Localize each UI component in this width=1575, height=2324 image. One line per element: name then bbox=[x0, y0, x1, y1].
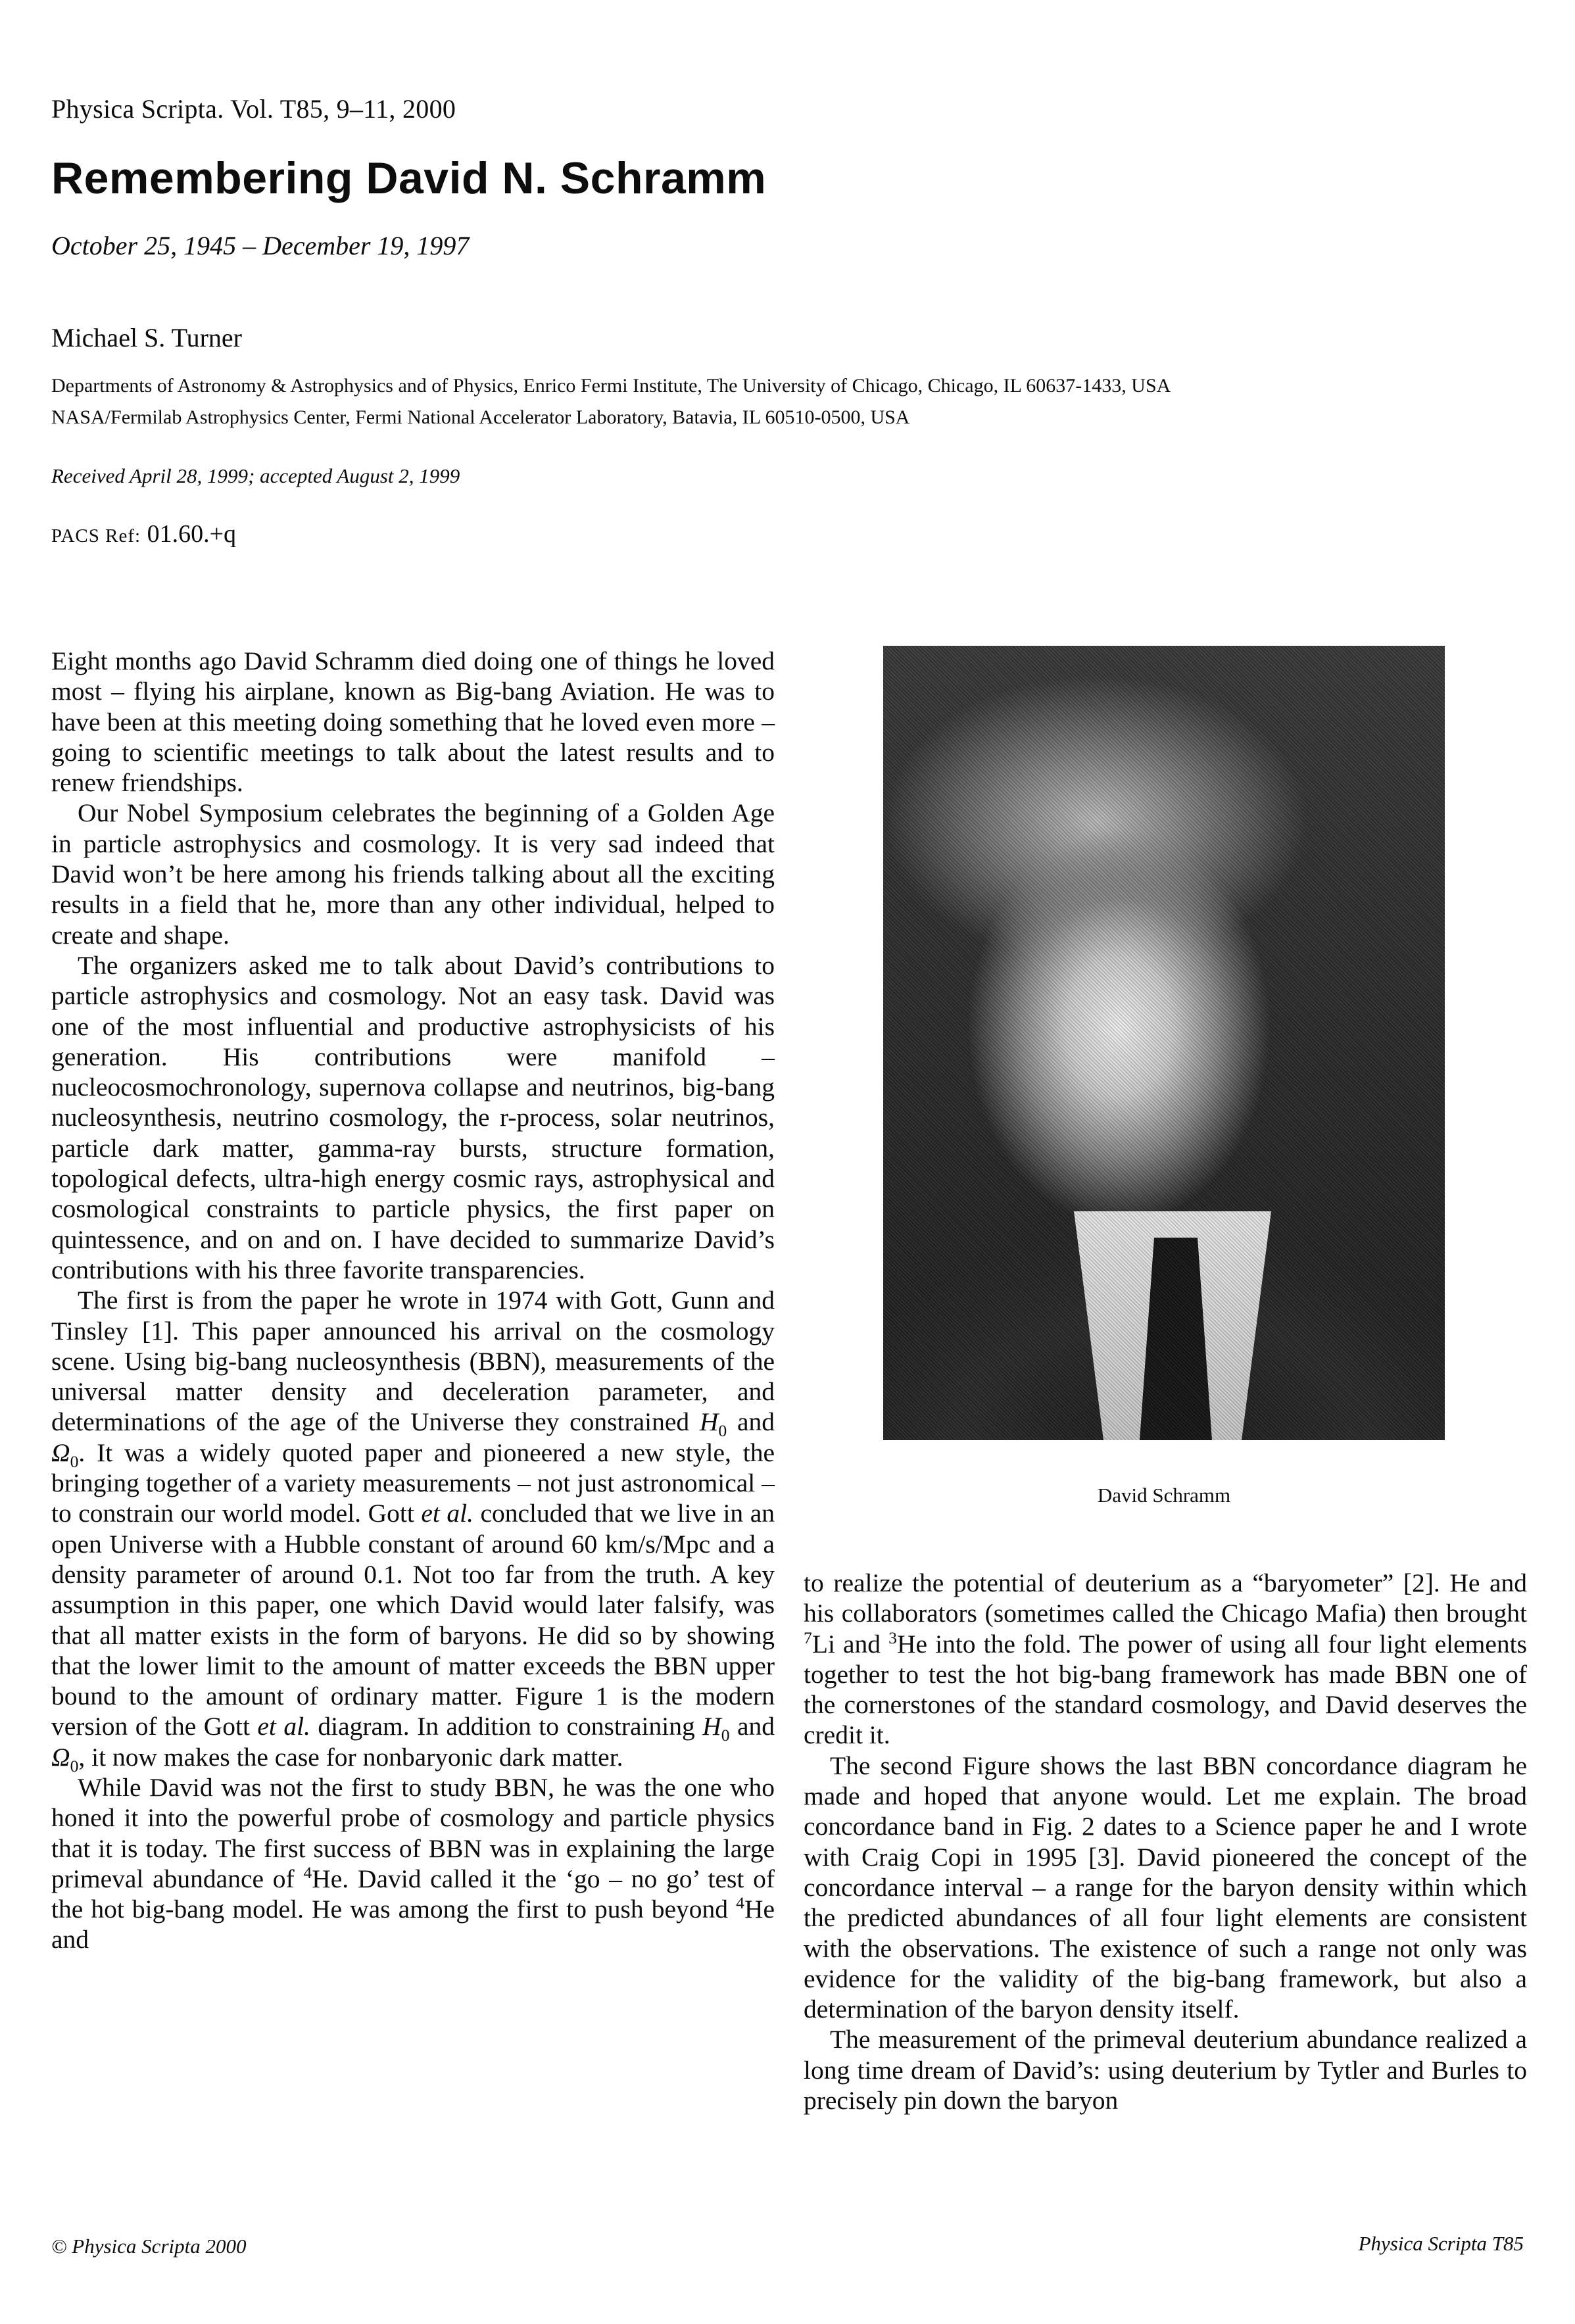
footer-journal: Physica Scripta T85 bbox=[1358, 2232, 1524, 2255]
paragraph: The measurement of the primeval deuterium abundance realized a long time dream of David’s: using deuterium by Tytler and Burles to precisely pin down the baryon bbox=[804, 2025, 1527, 2116]
life-dates: October 25, 1945 – December 19, 1997 bbox=[51, 231, 470, 260]
pacs-value: 01.60.+q bbox=[147, 520, 236, 548]
footer-copyright: © Physica Scripta 2000 bbox=[51, 2235, 247, 2258]
paragraph: to realize the potential of deuterium as a “baryometer” [2]. He and his collaborators (sometimes called the Chicago Mafia) then brought $^7$Li and $^3$He into the fold. The power of using all four light elements together to test the hot big-bang framework has made BBN one of the cornerstones of the standard cosmology, and David deserves the credit it. bbox=[804, 1568, 1527, 1750]
necktie-shape bbox=[1140, 1238, 1212, 1440]
journal-citation: Physica Scripta. Vol. T85, 9–11, 2000 bbox=[51, 94, 456, 124]
affiliation-fermilab: NASA/Fermilab Astrophysics Center, Fermi National Accelerator Laboratory, Batavia, IL 60510-0500, USA bbox=[51, 406, 910, 428]
body-column-left bbox=[51, 646, 775, 1955]
pacs-reference bbox=[51, 520, 236, 548]
affiliation-chicago: Departments of Astronomy & Astrophysics and of Physics, Enrico Fermi Institute, The University of Chicago, Chicago, IL 60637-1433, USA bbox=[51, 375, 1171, 397]
paragraph: The second Figure shows the last BBN concordance diagram he made and hoped that anyone would. Let me explain. The broad concordance band in Fig. 2 dates to a Science paper he and I wrote with Craig Copi in 1995 [3]. David pioneered the concept of the concordance interval – a range for the baryon density within which the predicted abundances of all four light elements are consistent with the observations. The existence of such a range not only was evidence for the validity of the big-bang framework, but also a determination of the baryon density itself. bbox=[804, 1751, 1527, 2024]
article-title: Remembering David N. Schramm bbox=[51, 153, 767, 203]
paragraph: The first is from the paper he wrote in 1974 with Gott, Gunn and Tinsley [1]. This paper announced his arrival on the cosmology scene. Using big-bang nucleosynthesis (BBN), measurements of the universal matter density and deceleration parameter, and determinations of the age of the Universe they constrained $H_0$ and $\Omega_0$. It was a widely quoted paper and pioneered a new style, the bringing together of a variety measurements – not just astronomical – to constrain our world model. Gott et al. concluded that we live in an open Universe with a Hubble constant of around 60 km/s/Mpc and a density parameter of around 0.1. Not too far from the truth. A key assumption in this paper, one which David would later falsify, was that all matter exists in the form of baryons. He did so by showing that the lower limit to the amount of matter exceeds the BBN upper bound to the amount of ordinary matter. Figure 1 is the modern version of the Gott et al. diagram. In addition to constraining $H_0$ and $\Omega_0$, it now makes the case for nonbaryonic dark matter. bbox=[51, 1286, 775, 1776]
paragraph: The organizers asked me to talk about David’s contributions to particle astrophysics and cosmology. Not an easy task. David was one of the most influential and productive astrophysicists of his generation. His contributions were manifold – nucleocosmochronology, supernova collapse and neutrinos, big-bang nucleosynthesis, neutrino cosmology, the r-process, solar neutrinos, particle dark matter, gamma-ray bursts, structure formation, topological defects, ultra-high energy cosmic rays, astrophysical and cosmological constraints to particle physics, the first paper on quintessence, and on and on. I have decided to summarize David’s contributions with his three favorite transparencies. bbox=[51, 950, 775, 1284]
photo-caption: David Schramm bbox=[1097, 1484, 1231, 1507]
portrait-photo bbox=[883, 646, 1445, 1440]
paragraph: While David was not the first to study BBN, he was the one who honed it into the powerful probe of cosmology and particle physics that it is today. The first success of BBN was in explaining the large primeval abundance of $^4$He. David called it the ‘go – no go’ test of the hot big-bang model. He was among the first to push beyond $^4$He and bbox=[51, 1772, 775, 1954]
shirt-collar-shape bbox=[1074, 1211, 1271, 1440]
author-name: Michael S. Turner bbox=[51, 323, 242, 352]
body-column-right bbox=[804, 1568, 1527, 2116]
paragraph: Our Nobel Symposium celebrates the beginning of a Golden Age in particle astrophysics and cosmology. It is very sad indeed that David won’t be here among his friends talking about all the exciting results in a field that he, more than any other individual, helped to create and shape. bbox=[51, 798, 775, 950]
paragraph: Eight months ago David Schramm died doing one of things he loved most – flying his airplane, known as Big-bang Aviation. He was to have been at this meeting doing something that he loved even more – going to scientific meetings to talk about the latest results and to renew friendships. bbox=[51, 646, 775, 798]
pacs-label: PACS Ref: bbox=[51, 525, 141, 546]
received-dates: Received April 28, 1999; accepted August 2, 1999 bbox=[51, 464, 460, 487]
